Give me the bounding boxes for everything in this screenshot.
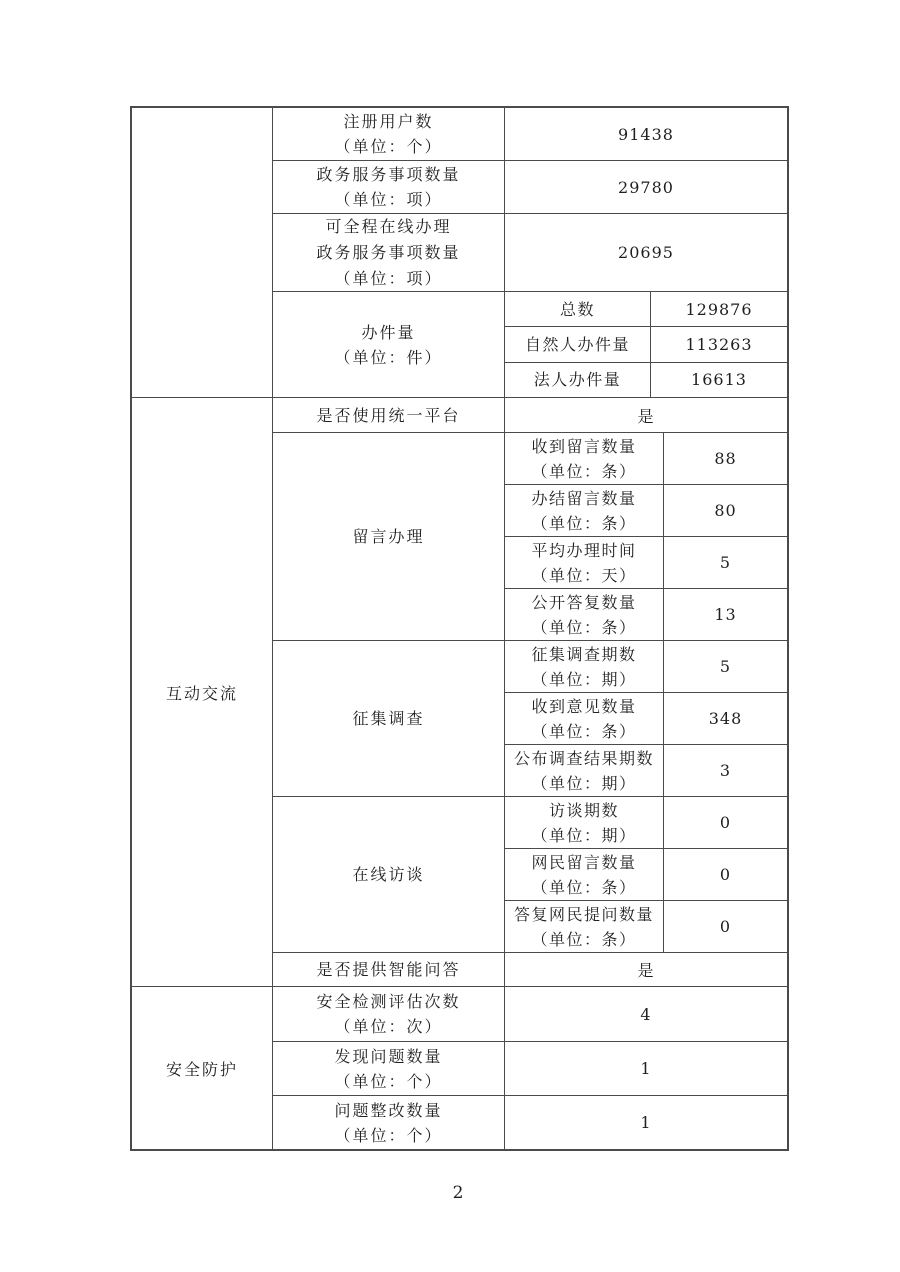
sub-value-cell: 5: [719, 553, 732, 572]
sub-item-unit: （单位：条）: [531, 513, 637, 533]
table-row: [273, 952, 787, 986]
table-section-interaction: [132, 397, 787, 986]
item-cell: [273, 433, 505, 640]
item-cell: [273, 641, 505, 796]
sub-item-cell: [505, 433, 664, 484]
item-label: 政务服务事项数量: [316, 242, 461, 262]
item-label: 发现问题数量: [334, 1046, 443, 1066]
table-row-group: [273, 432, 787, 640]
item-unit: （单位：个）: [334, 1125, 443, 1145]
sub-value-cell: 3: [719, 761, 732, 780]
sub-item-unit: （单位：期）: [531, 669, 637, 689]
item-cell: [273, 108, 505, 160]
item-cell: [273, 1042, 505, 1095]
table-row: [273, 160, 787, 213]
item-label: 问题整改数量: [334, 1100, 443, 1120]
table-section-security: [132, 986, 787, 1149]
sub-item-cell: [505, 849, 664, 900]
item-cell: [273, 953, 505, 986]
table-row: [273, 1095, 787, 1149]
item-unit: （单位：件）: [334, 347, 443, 367]
sub-value-cell: 5: [719, 657, 732, 676]
item-cell: [273, 987, 505, 1041]
sub-item-cell: [505, 693, 664, 744]
sub-item-label: 公布调查结果期数: [513, 748, 654, 768]
sub-item-label: 征集调查期数: [531, 644, 637, 664]
table-row-group: [273, 291, 787, 397]
table-subrow: [505, 484, 787, 536]
sub-item-unit: （单位：条）: [531, 721, 637, 741]
sub-item-cell: [505, 292, 651, 326]
item-cell: [273, 398, 505, 432]
category-cell: 安全防护: [132, 987, 273, 1149]
table-subrow: [505, 362, 787, 397]
value-cell: 4: [640, 1004, 652, 1024]
sub-value-cell: 16613: [691, 370, 747, 390]
sub-item-label: 公开答复数量: [531, 592, 637, 612]
table-row: [273, 108, 787, 160]
sub-value-cell: 129876: [685, 299, 753, 319]
value-cell: 1: [640, 1059, 652, 1078]
sub-item-cell: [505, 641, 664, 692]
sub-value-cell: 13: [714, 605, 737, 624]
value-cell: 91438: [618, 124, 674, 144]
category-cell: 互动交流: [132, 398, 273, 986]
item-cell: [273, 161, 505, 213]
sub-item-unit: （单位：天）: [531, 565, 637, 585]
item-label: 征集调查: [352, 709, 425, 728]
sub-item-label: 平均办理时间: [531, 540, 637, 560]
table-row-group: [273, 640, 787, 796]
table-subrow: [505, 588, 787, 640]
table-row: [273, 213, 787, 291]
sub-item-cell: [505, 589, 664, 640]
value-cell: 29780: [618, 177, 674, 197]
item-cell: [273, 1096, 505, 1149]
table-subrow: [505, 326, 787, 361]
sub-item-label: 访谈期数: [548, 800, 619, 820]
sub-item-unit: （单位：条）: [531, 929, 637, 949]
page-number: 2: [452, 1183, 464, 1203]
sub-value-cell: 0: [719, 917, 732, 936]
sub-item-cell: [505, 485, 664, 536]
annual-report-table: [130, 106, 789, 1151]
sub-item-unit: （单位：条）: [531, 461, 637, 481]
item-cell: [273, 214, 505, 291]
item-label: 是否使用统一平台: [316, 405, 461, 425]
table-subrow: [505, 292, 787, 326]
item-label: 留言办理: [352, 527, 425, 546]
item-label: 注册用户数: [343, 112, 434, 131]
sub-item-label: 网民留言数量: [531, 852, 637, 872]
sub-item-label: 答复网民提问数量: [513, 904, 654, 924]
item-unit: （单位：个）: [334, 1071, 443, 1091]
sub-item-label: 办结留言数量: [531, 488, 637, 508]
sub-value-cell: 348: [708, 709, 743, 728]
item-label: 安全检测评估次数: [316, 992, 461, 1011]
item-cell: [273, 797, 505, 952]
sub-value-cell: 0: [719, 813, 732, 832]
sub-item-cell: [505, 537, 664, 588]
table-row: [273, 987, 787, 1041]
sub-item-label: 收到留言数量: [531, 436, 637, 456]
sub-item-cell: [505, 745, 664, 796]
item-label: 办件量: [361, 322, 416, 342]
item-unit: （单位：项）: [334, 190, 443, 209]
table-subrow: [505, 536, 787, 588]
sub-value-cell: 80: [714, 501, 737, 520]
item-unit: （单位：个）: [334, 137, 443, 156]
sub-item-unit: （单位：期）: [531, 825, 637, 845]
sub-item-cell: [505, 327, 651, 361]
value-cell: 是: [637, 961, 655, 980]
sub-item-unit: （单位：条）: [531, 617, 637, 637]
table-subrow: [505, 641, 787, 692]
table-subrow: [505, 848, 787, 900]
value-cell: 20695: [618, 243, 674, 262]
sub-item-cell: [505, 797, 664, 848]
item-unit: （单位：项）: [334, 268, 443, 288]
table-subrow: [505, 744, 787, 796]
table-subrow: [505, 797, 787, 848]
sub-value-cell: 113263: [685, 334, 753, 354]
sub-item-label: 自然人办件量: [524, 334, 630, 354]
sub-value-cell: 0: [719, 865, 732, 884]
item-label: 可全程在线办理: [325, 216, 452, 236]
table-subrow: [505, 900, 787, 952]
table-subrow: [505, 433, 787, 484]
table-row: [273, 1041, 787, 1095]
table-subrow: [505, 692, 787, 744]
sub-item-label: 收到意见数量: [531, 696, 637, 716]
table-row: [273, 398, 787, 432]
sub-item-cell: [505, 901, 664, 952]
item-label: 在线访谈: [352, 865, 425, 884]
category-cell-empty: [132, 108, 273, 397]
sub-item-unit: （单位：期）: [531, 773, 637, 793]
item-label: 政务服务事项数量: [316, 165, 461, 184]
item-label: 是否提供智能问答: [316, 960, 461, 979]
table-row-group: [273, 796, 787, 952]
sub-item-unit: （单位：条）: [531, 877, 637, 897]
sub-item-cell: [505, 363, 651, 397]
sub-value-cell: 88: [714, 449, 737, 468]
item-unit: （单位：次）: [334, 1017, 443, 1036]
table-section-services: [132, 108, 787, 397]
value-cell: 1: [640, 1113, 652, 1132]
sub-item-label: 法人办件量: [533, 370, 622, 390]
item-cell: [273, 292, 505, 397]
value-cell: 是: [637, 406, 655, 426]
sub-item-label: 总数: [559, 299, 595, 319]
